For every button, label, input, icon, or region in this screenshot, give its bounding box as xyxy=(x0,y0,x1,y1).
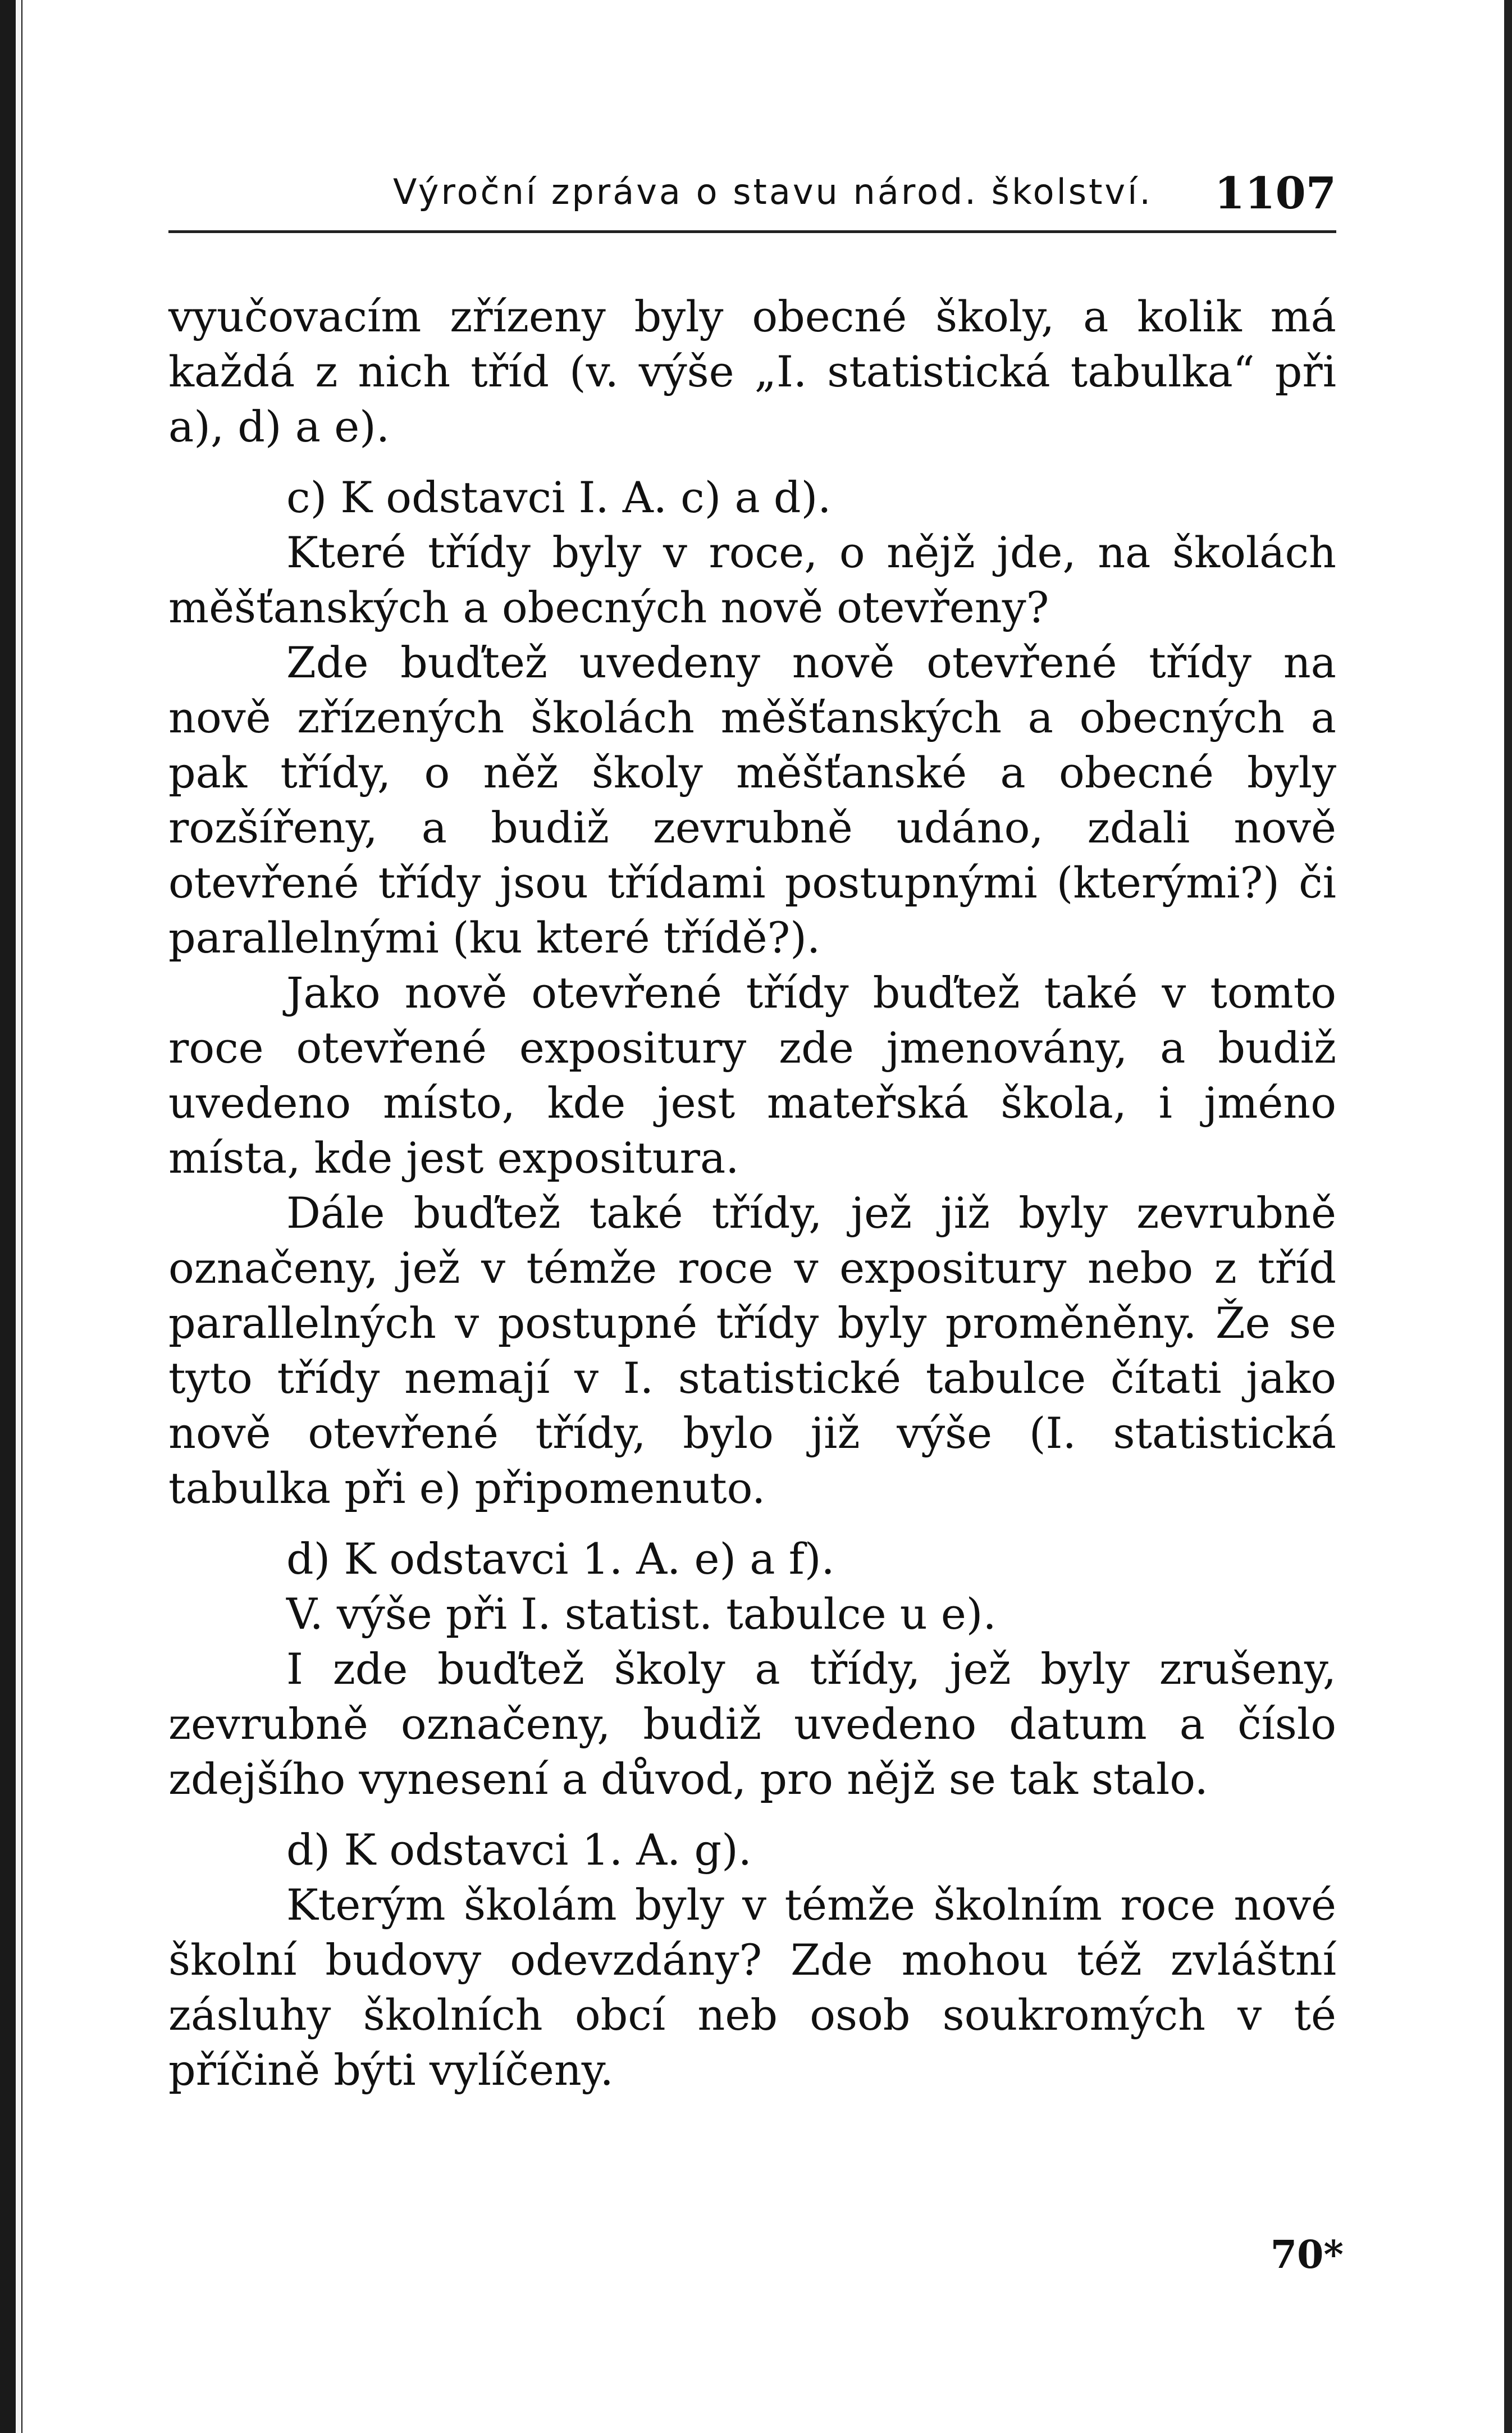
paragraph-converted-classes: Dále buďtež také třídy, jež již byly zevrubně označeny, jež v témže roce v expositury nebo z tříd parallelných v postupné třídy byly proměněny. Že se tyto třídy nemají v I. statistické tabulce čítati jako nově otevřené třídy, bylo již výše (I. statistická tabulka při e) připomenuto. xyxy=(168,1188,1336,1513)
section-heading-d-ef: d) K odstavci 1. A. e) a f). xyxy=(286,1534,835,1584)
paragraph-expositury: Jako nově otevřené třídy buďtež také v tomto roce otevřené expositury zde jmenovány, a budiž uvedeno místo, kde jest mateřská škola, i jméno místa, kde jest expositura. xyxy=(168,968,1336,1183)
paragraph-new-buildings: Kterým školám byly v témže školním roce nové školní budovy odevzdány? Zde mohou též zvláštní zásluhy školních obcí neb osob soukromých v té příčině býti vylíčeny. xyxy=(168,1880,1336,2095)
paragraph-question-classes: Které třídy byly v roce, o nějž jde, na školách měšťanských a obecných nově otevřeny? xyxy=(168,527,1336,632)
paragraph-closed-schools: I zde buďtež školy a třídy, jež byly zrušeny, zevrubně označeny, budiž uvedeno datum a číslo zdejšího vynesení a důvod, pro nějž se tak stalo. xyxy=(168,1644,1336,1804)
paragraph-continuation: vyučovacím zřízeny byly obecné školy, a kolik má každá z nich tříd (v. výše „I. statistická tabulka“ při a), d) a e). xyxy=(168,291,1336,452)
page-right-edge xyxy=(1504,0,1512,2433)
page-number: 1107 xyxy=(1214,168,1336,219)
page-left-edge-highlight xyxy=(16,0,21,2433)
section-heading-d-g: d) K odstavci 1. A. g). xyxy=(286,1825,752,1875)
paragraph-new-classes: Zde buďtež uvedeny nově otevřené třídy na nově zřízených školách měšťanských a obecných a pak třídy, o něž školy měšťanské a obecné byly rozšířeny, a budiž zevrubně udáno, zdali nově otevřené třídy jsou třídami postupnými (kterými?) či parallelnými (ku které třídě?). xyxy=(168,637,1336,963)
header-title: Výroční zpráva o stavu národ. školství. xyxy=(393,171,1153,212)
body-text xyxy=(168,289,1336,2098)
header-rule xyxy=(168,230,1336,233)
printer-signature-mark: 70* xyxy=(1270,2232,1344,2277)
paragraph-reference: V. výše při I. statist. tabulce u e). xyxy=(286,1589,997,1639)
section-heading-c: c) K odstavci I. A. c) a d). xyxy=(286,472,832,522)
running-header xyxy=(168,154,1336,233)
